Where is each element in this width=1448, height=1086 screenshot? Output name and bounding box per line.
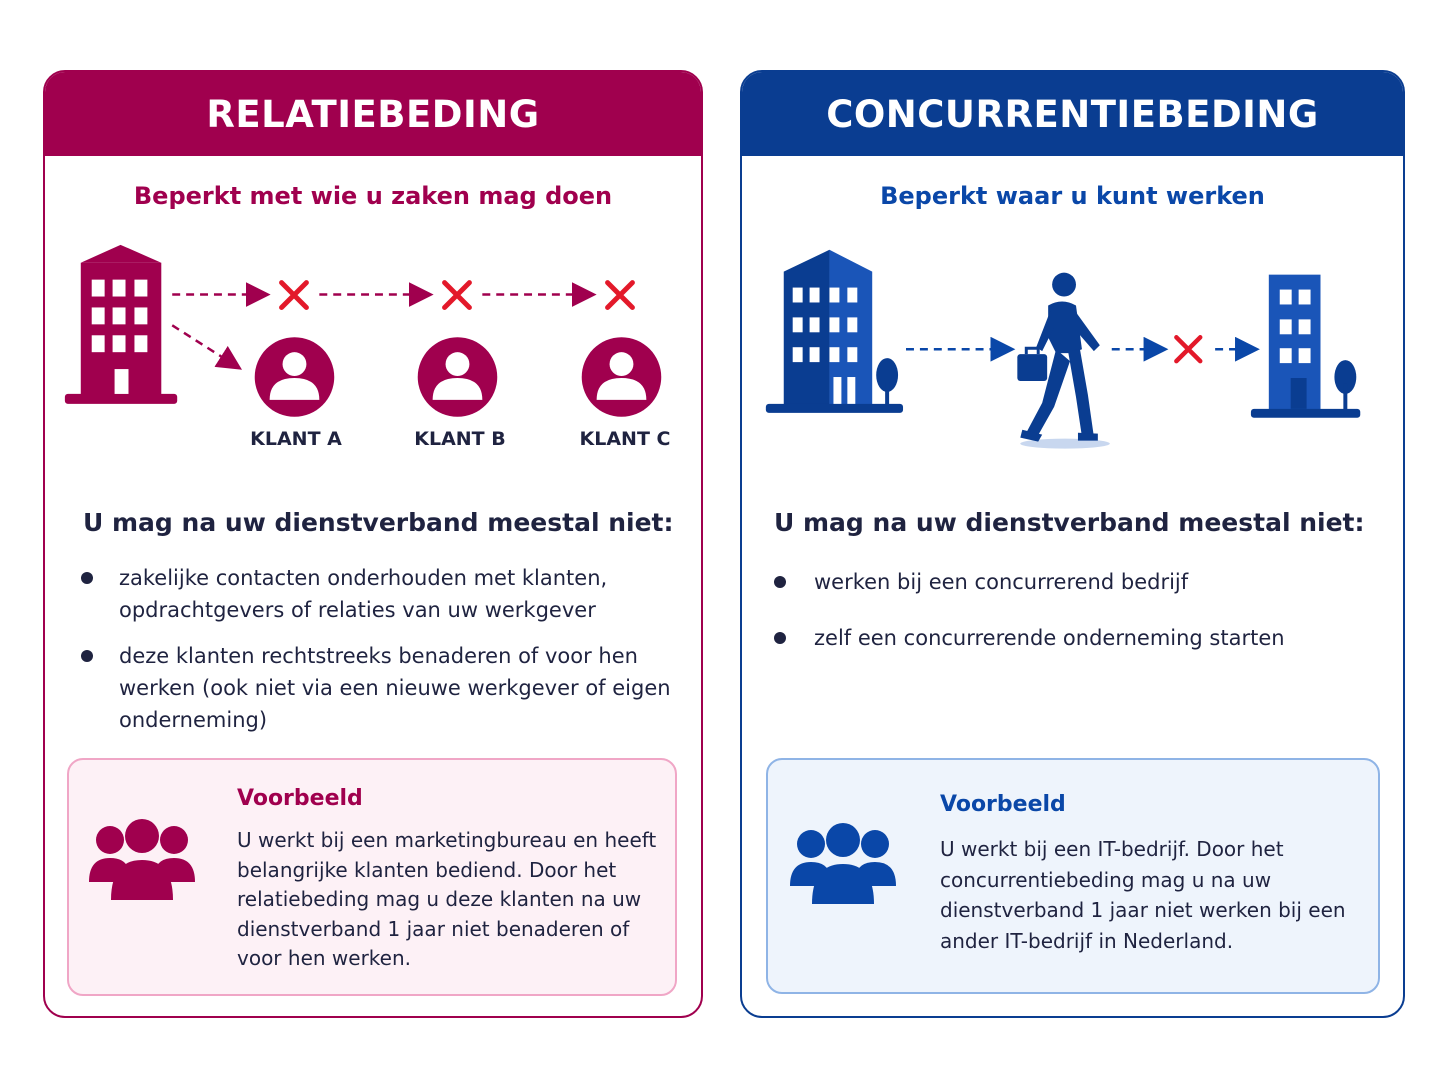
cross-icon [1176,337,1200,361]
building-icon [65,245,177,404]
concurrentiebeding-illustration [742,237,1403,527]
list-item [774,622,1374,654]
concurrentiebeding-card [740,70,1405,1018]
relatiebeding-section-title: U mag na uw dienstverband meestal niet: [83,508,674,537]
walking-person-icon [1017,273,1109,449]
dashed-arrow [172,325,238,367]
concurrentiebeding-bullets [774,566,1374,678]
bullet-icon [774,576,786,588]
relatiebeding-bullets [81,562,681,750]
concurrentiebeding-title: CONCURRENTIEBEDING [742,72,1403,156]
list-item-text: zelf een concurrerende onderneming starten [814,626,1285,650]
client-label-c: KLANT C [579,428,671,450]
bullet-icon [81,650,93,662]
person-icon [255,337,335,417]
concurrentiebeding-section-title: U mag na uw dienstverband meestal niet: [774,508,1365,537]
relatiebeding-example-label: Voorbeeld [237,786,363,811]
list-item [81,640,681,736]
tree-icon [876,358,898,406]
group-icon [788,820,898,912]
list-item-text: deze klanten rechtstreeks benaderen of voor hen werken (ook niet via een nieuwe werkgever of eigen onderneming) [119,644,671,732]
cross-icon [608,283,633,308]
relatiebeding-example-box [67,758,677,996]
list-item-text: werken bij een concurrerend bedrijf [814,570,1189,594]
bullet-icon [81,572,93,584]
relatiebeding-illustration [45,237,701,527]
bullet-icon [774,632,786,644]
relatiebeding-card [43,70,703,1018]
person-icon [582,337,662,417]
list-item-text: zakelijke contacten onderhouden met klanten, opdrachtgevers of relaties van uw werkgever [119,566,608,622]
concurrentiebeding-example-text: U werkt bij een IT-bedrijf. Door het concurrentiebeding mag u na uw dienstverband 1 jaar niet werken bij een ander IT-bedrijf in Nederland. [940,837,1346,953]
list-item [81,562,681,626]
concurrentiebeding-subtitle: Beperkt waar u kunt werken [880,182,1265,210]
cross-icon [445,283,470,308]
group-icon [87,816,197,908]
client-label-a: KLANT A [250,428,342,450]
list-item [774,566,1374,598]
relatiebeding-title: RELATIEBEDING [45,72,701,156]
relatiebeding-example-text: U werkt bij een marketingbureau en heeft belangrijke klanten bediend. Door het relatiebeding mag u deze klanten na uw dienstverband 1 jaar niet benaderen of voor hen werken. [237,828,657,970]
cross-icon [282,283,307,308]
person-icon [418,337,498,417]
tree-icon [1334,360,1356,410]
concurrentiebeding-example-label: Voorbeeld [940,792,1066,817]
concurrentiebeding-example-box [766,758,1380,994]
client-label-b: KLANT B [414,428,506,450]
relatiebeding-subtitle: Beperkt met wie u zaken mag doen [133,182,613,210]
